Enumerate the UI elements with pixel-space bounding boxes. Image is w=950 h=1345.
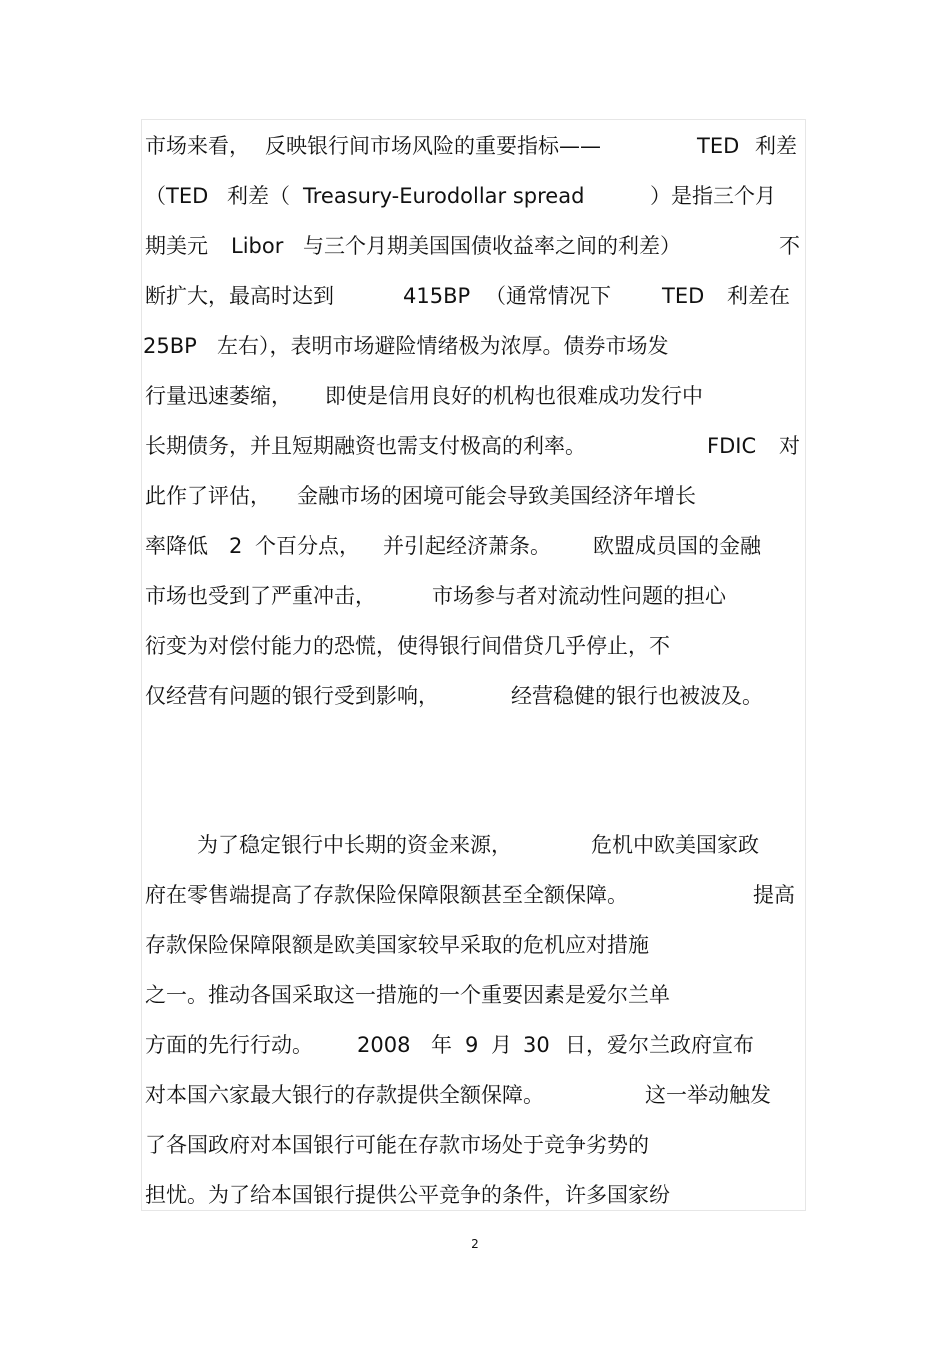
text-segment: 对 [779, 434, 800, 458]
text-segment: 利差（ [227, 184, 290, 208]
text-segment: 市场也受到了严重冲击， [145, 584, 376, 608]
text-segment: 与三个月期美国国债收益率之间的利差） [303, 234, 681, 258]
text-segment: 衍变为对偿付能力的恐慌，使得银行间借贷几乎停止，不 [145, 634, 670, 658]
text-segment: 方面的先行行动。 [145, 1033, 313, 1057]
text-segment: 2008 [357, 1033, 411, 1057]
text-segment: 金融市场的困境可能会导致美国经济年增长 [297, 484, 696, 508]
text-segment: 即使是信用良好的机构也很难成功发行中 [325, 384, 703, 408]
text-segment: （TED [145, 184, 209, 208]
text-segment: 2 [229, 534, 243, 558]
text-segment: 个百分点， [255, 534, 360, 558]
text-segment: 市场来看， [145, 134, 250, 158]
text-segment: 利差在 [727, 284, 790, 308]
text-segment: 月 [491, 1033, 512, 1057]
text-segment: 这一举动触发 [645, 1083, 771, 1107]
text-segment: 25BP [143, 334, 197, 358]
text-segment: 经营稳健的银行也被波及。 [511, 684, 763, 708]
text-segment: 欧盟成员国的金融 [593, 534, 761, 558]
text-segment: ）是指三个月 [650, 184, 776, 208]
text-segment: 长期债务，并且短期融资也需支付极高的利率。 [145, 434, 586, 458]
text-segment: Libor [231, 234, 284, 258]
text-segment: 担忧。为了给本国银行提供公平竞争的条件，许多国家纷 [145, 1183, 670, 1207]
page-number: 2 [471, 1237, 479, 1251]
text-segment: TED [662, 284, 705, 308]
text-segment: 行量迅速萎缩， [145, 384, 292, 408]
text-segment: 提高 [753, 883, 795, 907]
text-segment: 左右），表明市场避险情绪极为浓厚。债券市场发 [217, 334, 669, 358]
text-segment: Treasury-Eurodollar spread [303, 184, 585, 208]
text-segment: 为了稳定银行中长期的资金来源， [197, 833, 512, 857]
text-segment: 仅经营有问题的银行受到影响， [145, 684, 439, 708]
text-segment: 存款保险保障限额是欧美国家较早采取的危机应对措施 [145, 933, 649, 957]
text-segment: 了各国政府对本国银行可能在存款市场处于竞争劣势的 [145, 1133, 649, 1157]
text-segment: 对本国六家最大银行的存款提供全额保障。 [145, 1083, 544, 1107]
text-segment: FDIC [707, 434, 757, 458]
text-segment: 率降低 [145, 534, 208, 558]
text-segment: 并引起经济萧条。 [383, 534, 551, 558]
text-segment: 不 [779, 234, 800, 258]
text-segment: 415BP [403, 284, 471, 308]
text-segment: 府在零售端提高了存款保险保障限额甚至全额保障。 [145, 883, 628, 907]
text-segment: 日，爱尔兰政府宣布 [565, 1033, 754, 1057]
text-segment: 此作了评估， [145, 484, 271, 508]
text-segment: （通常情况下 [485, 284, 611, 308]
text-segment: 30 [523, 1033, 550, 1057]
text-segment: 期美元 [145, 234, 208, 258]
text-segment: 市场参与者对流动性问题的担心 [432, 584, 726, 608]
text-segment: 9 [465, 1033, 479, 1057]
text-segment: 利差 [755, 134, 797, 158]
text-segment: 反映银行间市场风险的重要指标—— [265, 134, 601, 158]
text-segment: TED [697, 134, 740, 158]
text-segment: 危机中欧美国家政 [591, 833, 759, 857]
text-segment: 断扩大，最高时达到 [145, 284, 334, 308]
text-segment: 之一。推动各国采取这一措施的一个重要因素是爱尔兰单 [145, 983, 670, 1007]
text-segment: 年 [431, 1033, 452, 1057]
